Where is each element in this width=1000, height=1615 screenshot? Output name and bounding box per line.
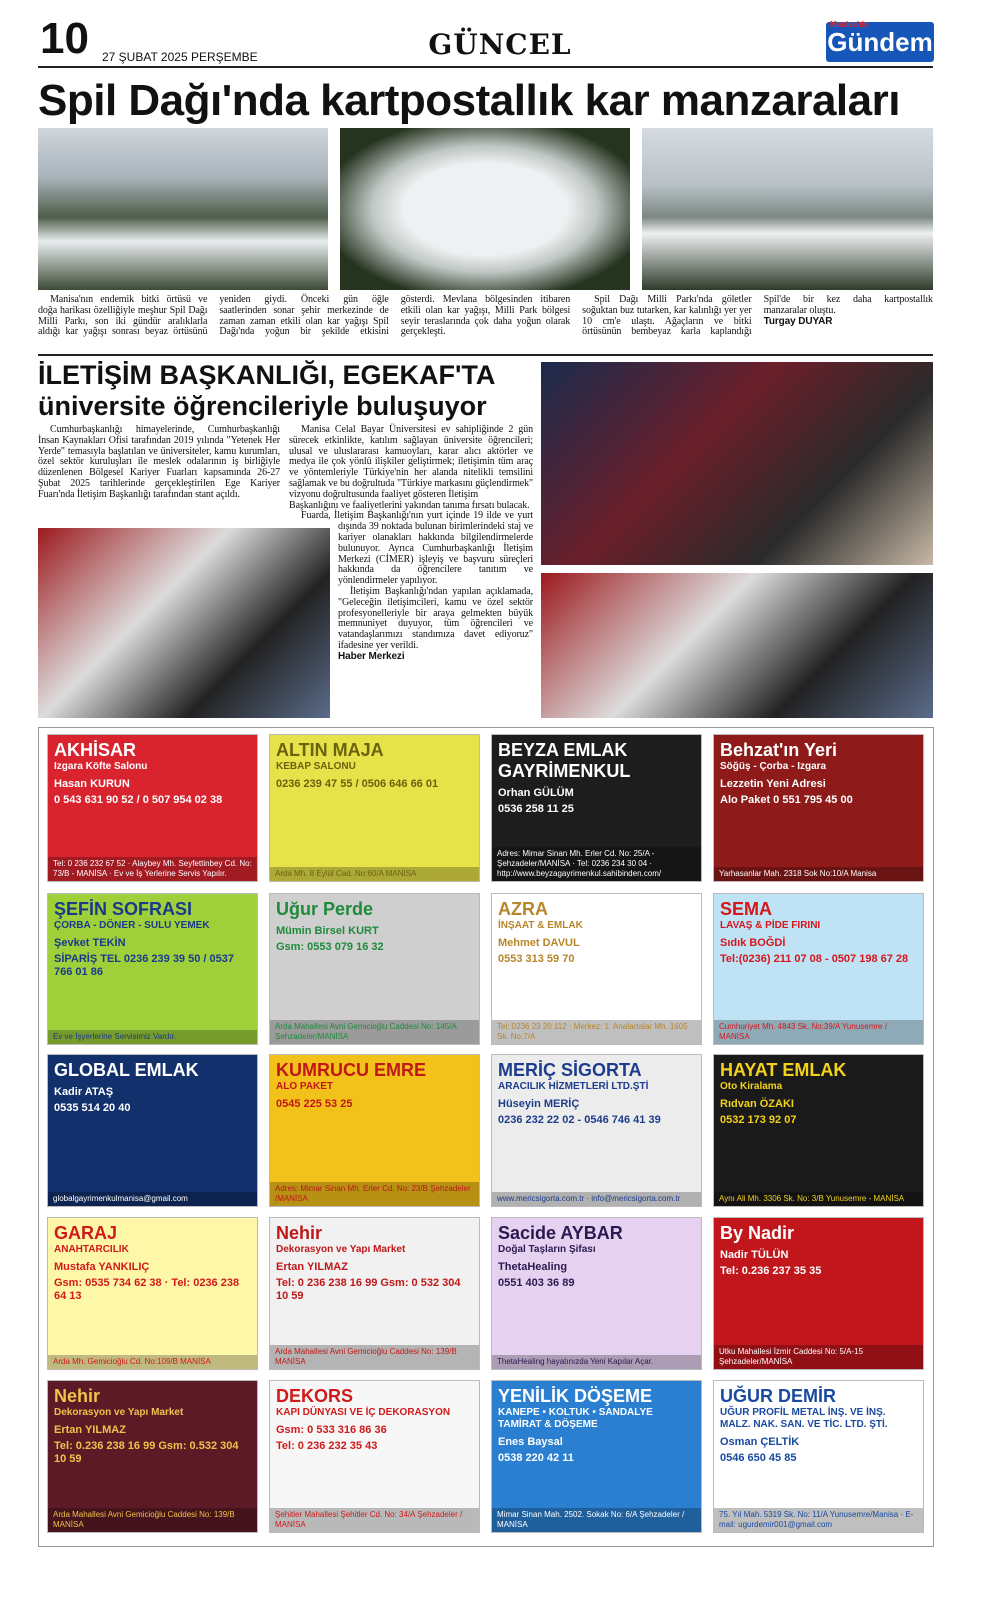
ad-subtitle: LAVAŞ & PİDE FIRINI bbox=[720, 920, 821, 931]
ad-subtitle: Söğüş - Çorba - Izgara bbox=[720, 761, 827, 772]
ad-subtitle: ARACILIK HİZMETLERİ LTD.ŞTİ bbox=[498, 1081, 649, 1092]
ad-address: Arda Mahallesi Avni Gemicioğlu Caddesi No: 139/B MANİSA bbox=[270, 1345, 479, 1369]
ad-subtitle: KAPI DÜNYASI VE İÇ DEKORASYON bbox=[276, 1407, 451, 1418]
headline-line: üniversite öğrencileriyle buluşuyor bbox=[38, 391, 487, 421]
ad-title: AKHİSAR bbox=[54, 740, 137, 760]
article1-byline: Turgay DUYAR bbox=[763, 315, 833, 327]
ad-card bbox=[491, 893, 702, 1045]
ad-card bbox=[269, 893, 480, 1045]
ad-address: Aynı Ali Mh. 3306 Sk. No: 3/B Yunusemre - MANİSA bbox=[714, 1192, 923, 1206]
ad-contact-name: Mustafa YANKILIÇ bbox=[54, 1261, 150, 1273]
ad-card bbox=[47, 1054, 258, 1207]
ad-phone: 0553 313 59 70 bbox=[498, 953, 575, 965]
logo-tagline: Manisa'da bbox=[830, 20, 869, 29]
ad-contact-name: Mehmet DAVUL bbox=[498, 937, 580, 949]
ad-contact-name: Ertan YILMAZ bbox=[276, 1261, 348, 1273]
newspaper-logo bbox=[826, 22, 934, 62]
article2-para: Başkanlığını ve faaliyetlerini yakından tanıma fırsatı bulacak. bbox=[289, 499, 530, 511]
ad-contact-name: Orhan GÜLÜM bbox=[498, 787, 574, 799]
ad-title: By Nadir bbox=[720, 1223, 795, 1243]
ad-content bbox=[492, 894, 701, 968]
ad-address: Tel: 0236 23 20 112 · Merkez: 1. Anafartalar Mh. 1605 Sk. No:7/A bbox=[492, 1020, 701, 1044]
article1-para: Manisa'nın endemik bitki örtüsü ve doğa harikası özelliğiyle meşhur Spil Dağı Milli Parkı, son iki gündür aralıklarla aldığı kar yağışı sonrası beyaz örtüsünü yeniden giydi. Önceki gün öğle saatlerinden sonar şehir merkezinde de zaman zaman etkili olan kar yağışı Spil Dağı'nda yoğun bir şekilde etkisini gösterdi. Mevlana bölgesinden itibaren etkili olan kar yağışı, Milli Park bölgesi seyir teraslarında çok daha yoğun olarak gerçekleşti. bbox=[38, 294, 571, 338]
ad-content bbox=[270, 735, 479, 793]
ad-address: Mimar Sinan Mah. 2502. Sokak No: 6/A Şehzadeler / MANİSA bbox=[492, 1508, 701, 1532]
article2-para: Cumhurbaşkanlığı himayelerinde, Cumhurbaşkanlığı İnsan Kaynakları Ofisi tarafından 2019 yılında "Yetenek Her Yerde" temasıyla başlatılan ve üniversiteler, kamu kurumları, özel sektör kuruluşları ile meslek odalarının iş birliğiyle düzenlenen Bölgesel Kariyer Fuarları kapsamında 26-27 Şubat 2025 tarihlerinde gerçekleştirilen Ege Kariyer Fuarı'nda İletişim Başkanlığı tarafından stant açıldı. bbox=[38, 424, 280, 500]
ad-address: Arda Mh. 8 Eylül Cad. No:60/A MANİSA bbox=[270, 867, 479, 881]
photo-mountain-snow bbox=[38, 128, 328, 290]
ad-phone: Tel: 0 236 238 16 99 Gsm: 0 532 304 10 59 bbox=[276, 1277, 461, 1302]
ad-title: BEYZA EMLAK GAYRİMENKUL bbox=[498, 740, 631, 781]
ad-card bbox=[47, 893, 258, 1045]
ad-address: Utku Mahallesi İzmir Caddesi No: 5/A-15 Şehzadeler/MANİSA bbox=[714, 1345, 923, 1369]
ad-card bbox=[713, 893, 924, 1045]
ad-subtitle: KEBAP SALONU bbox=[276, 761, 356, 772]
ad-title: GLOBAL EMLAK bbox=[54, 1060, 199, 1080]
ad-contact-name: Şevket TEKİN bbox=[54, 937, 126, 949]
ad-content bbox=[492, 1218, 701, 1292]
ad-content bbox=[48, 1381, 257, 1468]
ad-content bbox=[492, 1381, 701, 1467]
ad-content bbox=[714, 1055, 923, 1129]
ad-card bbox=[47, 734, 258, 882]
ad-phone: 0551 403 36 89 bbox=[498, 1277, 575, 1289]
logo-text: Gündem bbox=[827, 27, 933, 57]
header-rule bbox=[38, 66, 933, 68]
ad-phone: Tel: 0 236 232 35 43 bbox=[276, 1440, 378, 1452]
ad-card bbox=[269, 1054, 480, 1207]
ad-content bbox=[48, 735, 257, 809]
ad-card bbox=[491, 1054, 702, 1207]
ad-phone: Alo Paket 0 551 795 45 00 bbox=[720, 794, 853, 806]
ad-address: Tel: 0 236 232 67 52 · Alaybey Mh. Seyfettinbey Cd. No: 73/B - MANİSA · Ev ve İş Yerlerine Servis Yapılır. bbox=[48, 857, 257, 881]
photo-stand-group bbox=[38, 528, 330, 718]
article1-body bbox=[38, 295, 933, 338]
ad-title: ŞEFİN SOFRASI bbox=[54, 899, 193, 919]
ad-address: globalgayrimenkulmanisa@gmail.com bbox=[48, 1192, 257, 1206]
photo-fair-crowd bbox=[541, 362, 933, 565]
ad-card bbox=[713, 1217, 924, 1370]
section-rule bbox=[38, 354, 933, 356]
ad-contact-name: Lezzetin Yeni Adresi bbox=[720, 778, 826, 790]
ad-address: Adres: Mimar Sinan Mh. Erler Cd. No: 23/B Şehzadeler /MANİSA bbox=[270, 1182, 479, 1206]
ad-content bbox=[270, 1055, 479, 1113]
article2-para: Fuarda, İletişim Başkanlığı'nın yurt içinde 19 ilde ve yurt dışında 39 noktada bulunan birimlerindeki staj ve kariyer olanakları hakkında bilgilendirmelerde bulunuyor. Ayrıca Cumhurbaşkanlığı İletişim Merkezi (CİMER) işleyiş ve başvuru süreçleri hakkında da öğrencilere tanıtım ve yönlendirmeler yapılıyor. bbox=[301, 510, 533, 587]
ad-content bbox=[492, 735, 701, 818]
ad-address: Arda Mahallesi Avni Gemicioğlu Caddesi No: 145/A Şehzadeler/MANİSA bbox=[270, 1020, 479, 1044]
ad-subtitle: Doğal Taşların Şifası bbox=[498, 1244, 596, 1255]
ad-subtitle: KANEPE • KOLTUK • SANDALYE TAMİRAT & DÖŞEME bbox=[498, 1407, 653, 1430]
ad-title: Nehir bbox=[54, 1386, 101, 1406]
ad-contact-name: Gsm: 0 533 316 86 36 bbox=[276, 1424, 387, 1436]
article2-byline: Haber Merkezi bbox=[338, 650, 405, 662]
ad-subtitle: Izgara Köfte Salonu bbox=[54, 761, 148, 772]
ad-title: KUMRUCU EMRE bbox=[276, 1060, 426, 1080]
ad-subtitle: Oto Kiralama bbox=[720, 1081, 783, 1092]
ad-content bbox=[270, 1218, 479, 1305]
article1-headline: Spil Dağı'nda kartpostallık kar manzaraları bbox=[38, 76, 900, 125]
ad-card bbox=[713, 1380, 924, 1533]
ad-subtitle: UĞUR PROFİL METAL İNŞ. VE İNŞ. MALZ. NAK. SAN. VE TİC. LTD. ŞTİ. bbox=[720, 1407, 888, 1430]
article1-para: Spil Dağı Milli Parkı'nda göletler soğuktan buz tutarken, kar kalınlığı yer yer 10 cm'e ulaştı. Ağaçların ve bitki örtüsünün bembeyaz karla kaplandığı Spil'de bir kez daha kartpostallık manzaralar oluştu. bbox=[582, 294, 933, 338]
ad-title: Uğur Perde bbox=[276, 899, 374, 919]
ad-address: 75. Yıl Mah. 5319 Sk. No: 11/A Yunusemre/Manisa · E-mail: ugurdemir001@gmail.com bbox=[714, 1508, 923, 1532]
ad-title: SEMA bbox=[720, 899, 773, 919]
ad-address: Adres: Mimar Sinan Mh. Erler Cd. No: 25/A - Şehzadeler/MANİSA · Tel: 0236 234 30 04 · http://www.beyzagayrimenkul.sahibinden.com/ bbox=[492, 847, 701, 881]
ad-address: Arda Mh. Gemicioğlu Cd. No:109/B MANİSA bbox=[48, 1355, 257, 1369]
ad-card bbox=[491, 734, 702, 882]
ad-phone: 0236 232 22 02 - 0546 746 41 39 bbox=[498, 1114, 661, 1126]
article2-headline bbox=[38, 360, 538, 422]
ad-content bbox=[48, 1218, 257, 1305]
photo-frozen-pond bbox=[340, 128, 630, 290]
ad-card bbox=[47, 1217, 258, 1370]
ad-subtitle: ÇORBA - DÖNER - SULU YEMEK bbox=[54, 920, 210, 931]
ad-title: UĞUR DEMİR bbox=[720, 1386, 836, 1406]
ad-address: Arda Mahallesi Avni Gemicioğlu Caddesi No: 139/B MANİSA bbox=[48, 1508, 257, 1532]
page-number: 10 bbox=[40, 14, 89, 63]
ad-card bbox=[713, 734, 924, 882]
ad-phone: Tel:(0236) 211 07 08 - 0507 198 67 28 bbox=[720, 953, 909, 965]
ad-title: AZRA bbox=[498, 899, 548, 919]
ad-contact-name: Mümin Birsel KURT bbox=[276, 925, 379, 937]
ad-phone: 0538 220 42 11 bbox=[498, 1452, 574, 1464]
ad-contact-name: ThetaHealing bbox=[498, 1261, 568, 1273]
ad-address: Yarhasanlar Mah. 2318 Sok No:10/A Manisa bbox=[714, 867, 923, 881]
ad-content bbox=[270, 1381, 479, 1455]
section-title: GÜNCEL bbox=[428, 28, 572, 61]
ad-card bbox=[269, 1217, 480, 1370]
ad-phone: SİPARİŞ TEL 0236 239 39 50 / 0537 766 01 86 bbox=[54, 953, 234, 978]
ad-title: HAYAT EMLAK bbox=[720, 1060, 847, 1080]
ad-address: Cumhuriyet Mh. 4843 Sk. No:39/A Yunusemre / MANİSA bbox=[714, 1020, 923, 1044]
ad-contact-name: Hüseyin MERİÇ bbox=[498, 1098, 580, 1110]
ad-contact-name: Nadir TÜLÜN bbox=[720, 1249, 789, 1261]
ad-contact-name: Sıdık BOĞDİ bbox=[720, 937, 786, 949]
article2-para: Manisa Celal Bayar Üniversitesi ev sahipliğinde 2 gün sürecek etkinlikte, katılım sağlayan üniversite öğrencileri; ulusal ve uluslararası kamuoyları, karar alıcı aktörler ve medya ile çok yönlü ilişkiler geliştirmek; iletişimin tüm araç ve yöntemleriyle Türkiye'nin her alanda nitelikli temsilini sağlamak ve bu doğrultuda "Türkiye markasını güçlendirmek" vizyonu doğrultusunda faaliyet gösteren İletişim bbox=[289, 424, 533, 500]
ad-content bbox=[48, 894, 257, 981]
ad-content bbox=[714, 894, 923, 968]
ad-address: Ev ve İşyerlerine Servisimiz Vardır. bbox=[48, 1030, 257, 1044]
ad-contact-name: Enes Baysal bbox=[498, 1436, 563, 1448]
ad-title: YENİLİK DÖŞEME bbox=[498, 1386, 653, 1406]
ad-card bbox=[713, 1054, 924, 1207]
ad-title: Nehir bbox=[276, 1223, 323, 1243]
ad-contact-name: Rıdvan ÖZAKI bbox=[720, 1098, 794, 1110]
photo-snowy-peak bbox=[642, 128, 933, 290]
ad-subtitle: ANAHTARCILIK bbox=[54, 1244, 129, 1255]
ad-phone: Gsm: 0553 079 16 32 bbox=[276, 941, 384, 953]
ad-subtitle: ALO PAKET bbox=[276, 1081, 334, 1092]
ad-phone: 0536 258 11 25 bbox=[498, 803, 574, 815]
ad-title: MERİÇ SİGORTA bbox=[498, 1060, 642, 1080]
ad-phone: Gsm: 0535 734 62 38 · Tel: 0236 238 64 13 bbox=[54, 1277, 240, 1302]
ad-address: Şehitler Mahallesi Şehitler Cd. No: 34/A Şehzadeler / MANİSA bbox=[270, 1508, 479, 1532]
ad-content bbox=[714, 1381, 923, 1467]
ad-subtitle: İNŞAAT & EMLAK bbox=[498, 920, 583, 931]
ad-title: Behzat'ın Yeri bbox=[720, 740, 837, 760]
ad-phone: Tel: 0.236 237 35 35 bbox=[720, 1265, 822, 1277]
ad-address: ThetaHealing hayatınızda Yeni Kapılar Açar. bbox=[492, 1355, 701, 1369]
ad-phone: 0236 239 47 55 / 0506 646 66 01 bbox=[276, 778, 439, 790]
ad-title: Sacide AYBAR bbox=[498, 1223, 623, 1243]
article2-col1 bbox=[38, 425, 280, 501]
ad-address: www.mericsigorta.com.tr · info@mericsigorta.com.tr bbox=[492, 1192, 701, 1206]
ad-contact-name: Osman ÇELTİK bbox=[720, 1436, 800, 1448]
ad-contact-name: Ertan YILMAZ bbox=[54, 1424, 126, 1436]
ad-contact-name: Kadir ATAŞ bbox=[54, 1086, 114, 1098]
ad-phone: 0532 173 92 07 bbox=[720, 1114, 797, 1126]
issue-date: 27 ŞUBAT 2025 PERŞEMBE bbox=[102, 50, 258, 64]
ad-content bbox=[270, 894, 479, 956]
ad-phone: 0535 514 20 40 bbox=[54, 1102, 131, 1114]
ad-contact-name: Hasan KURUN bbox=[54, 778, 130, 790]
ad-card bbox=[47, 1380, 258, 1533]
ad-subtitle: Dekorasyon ve Yapı Market bbox=[276, 1244, 406, 1255]
ad-card bbox=[269, 1380, 480, 1533]
ad-phone: 0 543 631 90 52 / 0 507 954 02 38 bbox=[54, 794, 223, 806]
ad-content bbox=[714, 735, 923, 809]
ad-card bbox=[491, 1380, 702, 1533]
ad-card bbox=[491, 1217, 702, 1370]
ad-content bbox=[492, 1055, 701, 1129]
ad-title: GARAJ bbox=[54, 1223, 118, 1243]
photo-fair-stand bbox=[541, 573, 933, 718]
ad-subtitle: Dekorasyon ve Yapı Market bbox=[54, 1407, 184, 1418]
headline-line: İLETİŞİM BAŞKANLIĞI, EGEKAF'TA bbox=[38, 360, 496, 390]
ad-phone: Tel: 0.236 238 16 99 Gsm: 0.532 304 10 59 bbox=[54, 1440, 239, 1465]
article2-para: İletişim Başkanlığı'ndan yapılan açıklamada, "Geleceğin iletişimcileri, kamu ve özel sektör profesyonelleriyle bir araya gelmekten büyük memnuniyet duyuyor, tüm öğrencileri ve vatandaşlarımızı standımıza davet ediyoruz" ifadesine yer verildi. bbox=[338, 585, 533, 651]
ad-card bbox=[269, 734, 480, 882]
ad-title: DEKORS bbox=[276, 1386, 354, 1406]
ad-phone: 0546 650 45 85 bbox=[720, 1452, 797, 1464]
ad-title: ALTIN MAJA bbox=[276, 740, 384, 760]
ad-content bbox=[48, 1055, 257, 1117]
ad-phone: 0545 225 53 25 bbox=[276, 1098, 353, 1110]
ad-content bbox=[714, 1218, 923, 1280]
